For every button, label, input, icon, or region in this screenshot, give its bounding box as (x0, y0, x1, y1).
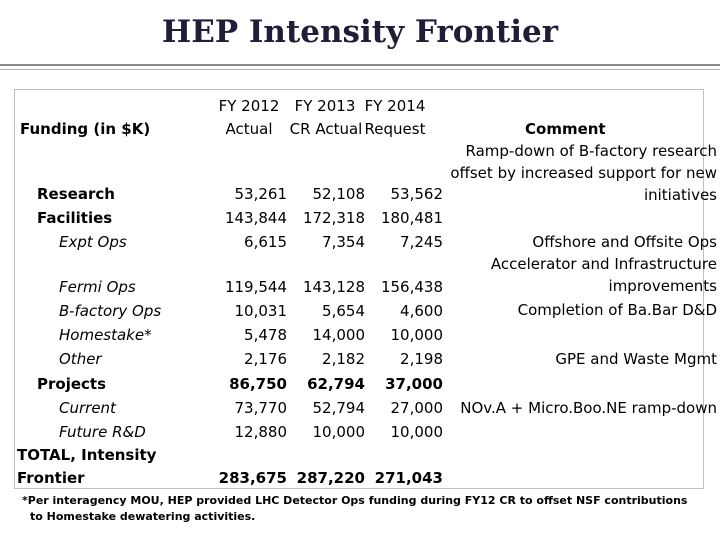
fy2014-header-1: FY 2014 (364, 97, 426, 115)
page-title: HEP Intensity Frontier (161, 14, 559, 50)
cell-projects-2014: 37,000 (385, 375, 443, 393)
comment-other: GPE and Waste Mgmt (555, 350, 717, 368)
cell-projects-2013: 62,794 (307, 375, 365, 393)
cell-other-2012: 2,176 (244, 350, 287, 368)
fy2012-header-1: FY 2012 (218, 97, 280, 115)
cell-bfactory-2014: 4,600 (400, 302, 443, 320)
comment-research-3: initiatives (643, 186, 717, 204)
row-label-projects: Projects (37, 375, 107, 393)
cell-total-2013: 287,220 (296, 469, 365, 487)
comment-current: NOv.A + Micro.Boo.NE ramp-down (460, 399, 717, 417)
cell-fermi-ops-2013: 143,128 (302, 278, 365, 296)
footnote-line-1: *Per interagency MOU, HEP provided LHC Detector Ops funding during FY12 CR to offset NSF contributions (22, 494, 688, 507)
row-label-research: Research (37, 185, 115, 203)
row-label-homestake: Homestake* (59, 326, 152, 344)
cell-research-2013: 52,108 (312, 185, 365, 203)
cell-expt-ops-2014: 7,245 (400, 233, 443, 251)
cell-research-2012: 53,261 (234, 185, 287, 203)
row-label-expt-ops: Expt Ops (59, 233, 127, 251)
cell-projects-2012: 86,750 (229, 375, 287, 393)
comment-research-2: offset by increased support for new (450, 164, 717, 182)
cell-current-2012: 73,770 (234, 399, 287, 417)
cell-future-2013: 10,000 (312, 423, 365, 441)
cell-homestake-2013: 14,000 (312, 326, 365, 344)
row-label-bfactory-ops: B-factory Ops (59, 302, 162, 320)
cell-other-2013: 2,182 (322, 350, 365, 368)
comment-fermi-1: Accelerator and Infrastructure (490, 255, 717, 273)
cell-expt-ops-2012: 6,615 (244, 233, 287, 251)
comment-header: Comment (525, 120, 606, 138)
funding-label: Funding (in $K) (20, 120, 151, 138)
row-label-other: Other (59, 350, 102, 368)
cell-facilities-2012: 143,844 (224, 209, 287, 227)
row-label-fermi-ops: Fermi Ops (59, 278, 136, 296)
cell-total-2014: 271,043 (374, 469, 443, 487)
cell-research-2014: 53,562 (390, 185, 443, 203)
row-label-current: Current (59, 399, 116, 417)
cell-homestake-2012: 5,478 (244, 326, 287, 344)
comment-fermi-2: improvements (608, 277, 717, 295)
row-label-total-2: Frontier (17, 469, 85, 487)
row-label-future-rd: Future R&D (59, 423, 146, 441)
cell-fermi-ops-2012: 119,544 (224, 278, 287, 296)
cell-expt-ops-2013: 7,354 (322, 233, 365, 251)
comment-research-1: Ramp-down of B-factory research (465, 142, 717, 160)
cell-fermi-ops-2014: 156,438 (380, 278, 443, 296)
cell-bfactory-2013: 5,654 (322, 302, 365, 320)
cell-future-2012: 12,880 (234, 423, 287, 441)
cell-current-2013: 52,794 (312, 399, 365, 417)
row-label-total-1: TOTAL, Intensity (17, 446, 157, 464)
cell-current-2014: 27,000 (390, 399, 443, 417)
fy2014-header-2: Request (364, 120, 426, 138)
cell-other-2014: 2,198 (400, 350, 443, 368)
cell-total-2012: 283,675 (218, 469, 287, 487)
cell-future-2014: 10,000 (390, 423, 443, 441)
cell-facilities-2014: 180,481 (380, 209, 443, 227)
footnote (22, 493, 687, 525)
cell-homestake-2014: 10,000 (390, 326, 443, 344)
row-label-facilities: Facilities (37, 209, 113, 227)
cell-facilities-2013: 172,318 (302, 209, 365, 227)
comment-bfactory: Completion of Ba.Bar D&D (517, 301, 717, 319)
comment-expt-ops: Offshore and Offsite Ops (532, 233, 717, 251)
fy2012-header-2: Actual (225, 120, 273, 138)
fy2013-header-2: CR Actual (289, 120, 363, 138)
fy2013-header-1: FY 2013 (294, 97, 356, 115)
funding-table (14, 89, 717, 489)
footnote-line-2: to Homestake dewatering activities. (30, 510, 256, 523)
title-divider (0, 64, 720, 66)
cell-bfactory-2012: 10,031 (234, 302, 287, 320)
title-divider-thin (0, 69, 720, 70)
